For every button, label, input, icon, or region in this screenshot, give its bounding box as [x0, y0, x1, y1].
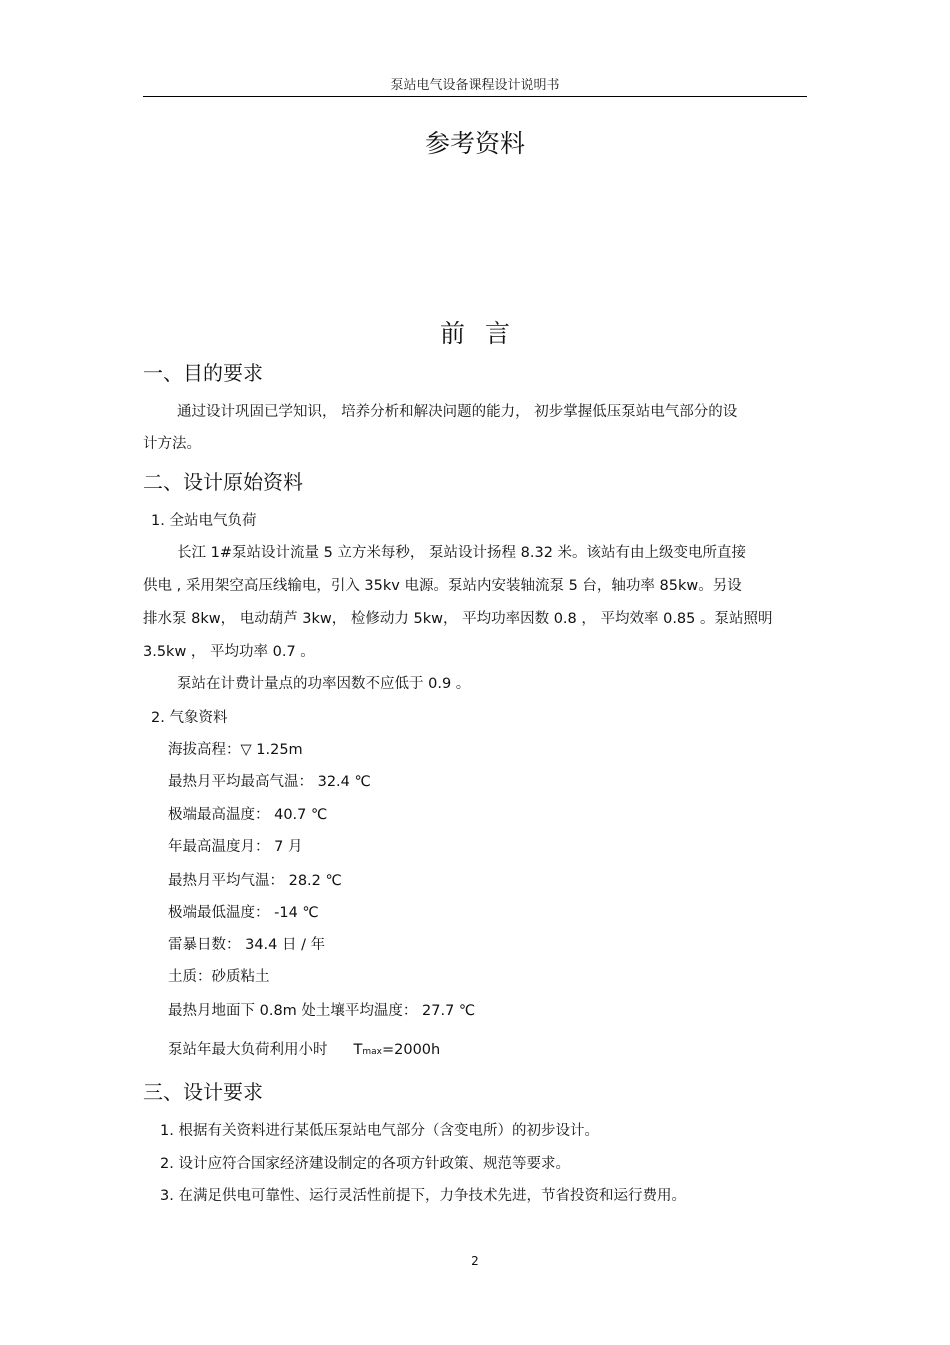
requirement-item: 2. 设计应符合国家经济建设制定的各项方针政策、规范等要求。 [160, 1156, 570, 1172]
paragraph-line: 计方法。 [143, 436, 201, 452]
tmax-value: =2000h [381, 1042, 441, 1058]
subsection-title-weather: 2. 气象资料 [151, 710, 228, 726]
section-heading-data: 二、设计原始资料 [143, 470, 303, 494]
page-header: 泵站电气设备课程设计说明书 [390, 78, 560, 93]
weather-item: 土质：砂质粘土 [168, 969, 270, 985]
weather-item: 最热月地面下 0.8m 处土壤平均温度： 27.7 ℃ [168, 1003, 476, 1019]
paragraph-line: 3.5kw ， 平均功率 0.7 。 [143, 644, 315, 660]
weather-item: 雷暴日数： 34.4 日 / 年 [168, 937, 326, 953]
paragraph-line: 泵站在计费计量点的功率因数不应低于 0.9 。 [177, 676, 471, 692]
tmax-symbol: T [353, 1042, 363, 1058]
header-rule [143, 96, 807, 97]
paragraph-line: 长江 1#泵站设计流量 5 立方米每秒， 泵站设计扬程 8.32 米。该站有由上级变电所直接 [177, 545, 747, 561]
page-number: 2 [471, 1254, 479, 1268]
weather-item: 最热月平均气温： 28.2 ℃ [168, 873, 342, 889]
section-heading-purpose: 一、目的要求 [143, 361, 263, 385]
weather-item: 最热月平均最高气温： 32.4 ℃ [168, 774, 371, 790]
requirement-item: 1. 根据有关资料进行某低压泵站电气部分（含变电所）的初步设计。 [160, 1123, 599, 1139]
tmax-subscript: max [362, 1047, 382, 1057]
tmax-line [168, 1038, 440, 1059]
section-heading-requirements: 三、设计要求 [143, 1080, 263, 1104]
weather-item: 极端最高温度： 40.7 ℃ [168, 807, 328, 823]
doc-title: 参考资料 [424, 129, 525, 158]
subsection-title-load: 1. 全站电气负荷 [151, 513, 257, 529]
weather-item: 极端最低温度： -14 ℃ [168, 905, 319, 921]
tmax-label: 泵站年最大负荷利用小时 [168, 1042, 328, 1058]
preface-title: 前言 [439, 319, 530, 348]
paragraph-line: 通过设计巩固已学知识， 培养分析和解决问题的能力， 初步掌握低压泵站电气部分的设 [177, 404, 738, 420]
weather-item: 海拔高程：▽ 1.25m [168, 742, 303, 758]
paragraph-line: 供电 , 采用架空高压线输电，引入 35kv 电源。泵站内安装轴流泵 5 台，轴功率 85kw。另设 [143, 578, 742, 594]
weather-item: 年最高温度月： 7 月 [168, 839, 303, 855]
paragraph-line: 排水泵 8kw， 电动葫芦 3kw， 检修动力 5kw， 平均功率因数 0.8 ， 平均效率 0.85 。泵站照明 [143, 611, 773, 627]
requirement-item: 3. 在满足供电可靠性、运行灵活性前提下，力争技术先进，节省投资和运行费用。 [160, 1188, 686, 1204]
